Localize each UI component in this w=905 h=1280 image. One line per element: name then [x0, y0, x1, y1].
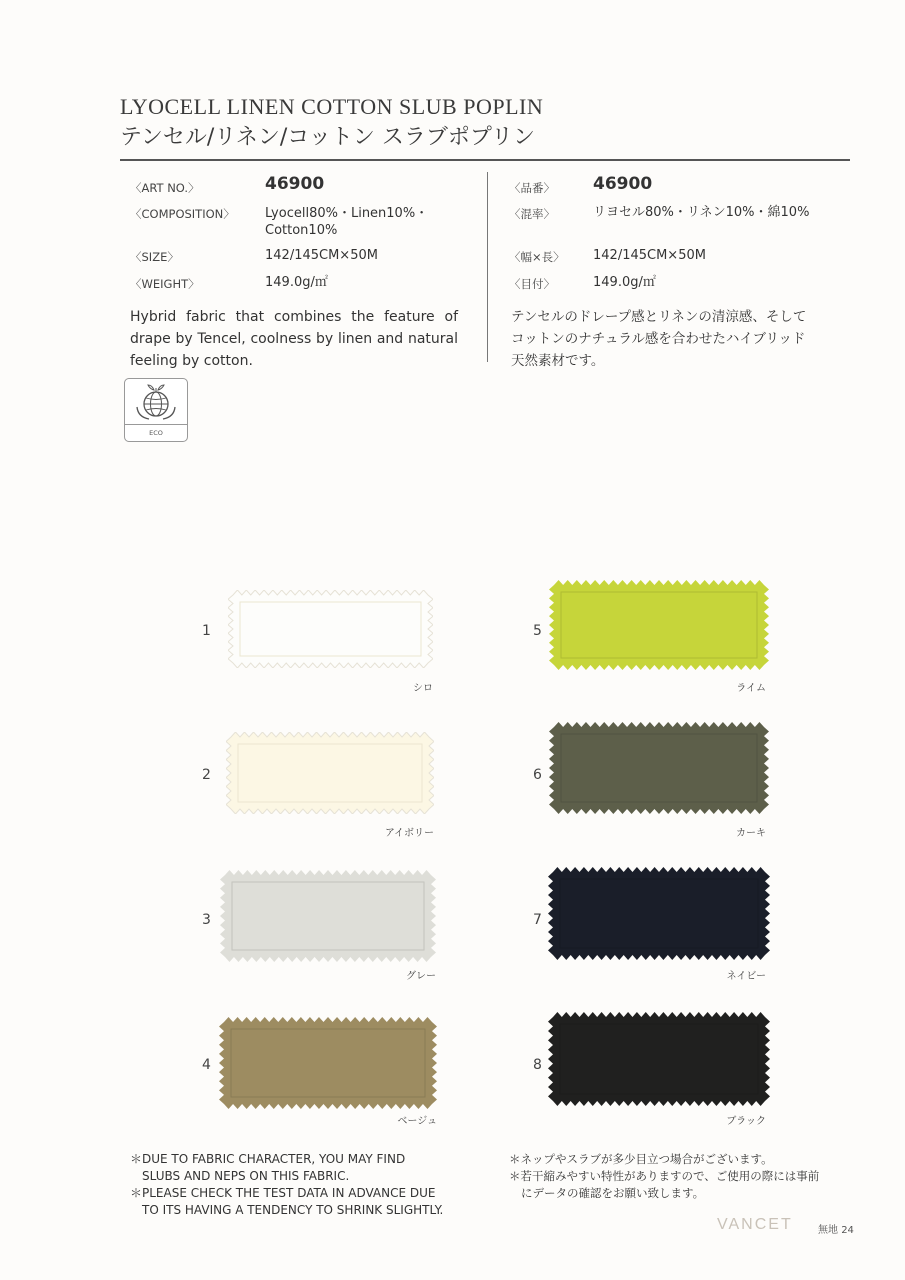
composition-label-jp: 〈混率〉 — [509, 207, 555, 221]
composition-en-line1: Lyocell80%・Linen10%・ — [265, 206, 429, 221]
swatch-name-8: ブラック — [726, 1116, 766, 1127]
description-jp — [511, 306, 841, 372]
swatch-fabric — [220, 870, 436, 962]
swatch-fabric — [548, 1012, 770, 1106]
swatch-name-5: ライム — [736, 683, 766, 694]
swatch-name-3: グレー — [406, 971, 436, 982]
swatch-number-5: 5 — [533, 623, 542, 639]
eco-label: ECO — [125, 424, 187, 441]
swatch-fabric — [219, 1017, 437, 1109]
art-no-en: 46900 — [265, 174, 325, 194]
title-jp: テンセル/リネン/コットン スラブポプリン — [120, 125, 535, 150]
swatch-number-6: 6 — [533, 767, 542, 783]
swatch-name-4: ベージュ — [397, 1116, 437, 1127]
page-footer — [818, 1221, 854, 1236]
size-label-jp: 〈幅×長〉 — [509, 250, 565, 264]
swatch-name-2: アイボリー — [384, 828, 434, 839]
column-divider — [487, 172, 488, 362]
weight-jp: 149.0g/㎡ — [593, 275, 656, 290]
weight-label-jp: 〈目付〉 — [509, 277, 555, 291]
swatch-number-4: 4 — [202, 1057, 211, 1073]
description-jp-line2: コットンのナチュラル感を合わせたハイブリッド — [511, 331, 806, 347]
swatch-3 — [220, 870, 436, 962]
size-jp: 142/145CM×50M — [593, 248, 706, 263]
composition-en — [265, 205, 428, 239]
swatch-number-2: 2 — [202, 767, 211, 783]
note-jp-2: ＊若干縮みやすい特性がありますので、ご使用の際には事前 — [509, 1169, 820, 1183]
notes-jp — [509, 1151, 819, 1202]
weight-en: 149.0g/㎡ — [265, 275, 328, 290]
swatch-name-1: シロ — [413, 683, 433, 694]
swatch-number-7: 7 — [533, 912, 542, 928]
eco-badge — [124, 378, 188, 442]
note-en-3: ＊PLEASE CHECK THE TEST DATA IN ADVANCE DUE — [130, 1186, 436, 1200]
swatch-number-1: 1 — [202, 623, 211, 639]
note-en-4: TO ITS HAVING A TENDENCY TO SHRINK SLIGHTLY. — [142, 1203, 444, 1217]
page-number: 24 — [841, 1225, 854, 1236]
art-no-label-en: 〈ART NO.〉 — [130, 181, 200, 195]
swatch-7 — [548, 867, 770, 960]
description-jp-line3: 天然素材です。 — [511, 353, 605, 369]
title-en: LYOCELL LINEN COTTON SLUB POPLIN — [120, 94, 544, 119]
swatch-5 — [549, 580, 769, 670]
size-en: 142/145CM×50M — [265, 248, 378, 263]
globe-hands-icon — [125, 379, 187, 425]
swatch-2 — [226, 732, 434, 814]
category-label: 無地 — [818, 1225, 838, 1236]
notes-en — [130, 1151, 443, 1219]
swatch-name-7: ネイビー — [726, 971, 766, 982]
swatch-fabric — [548, 867, 770, 960]
note-en-1: ＊DUE TO FABRIC CHARACTER, YOU MAY FIND — [130, 1152, 406, 1166]
header-rule — [120, 159, 850, 161]
note-jp-1: ＊ネップやスラブが多少目立つ場合がございます。 — [509, 1152, 773, 1166]
weight-label-en: 〈WEIGHT〉 — [130, 277, 200, 291]
description-jp-line1: テンセルのドレープ感とリネンの清涼感、そして — [511, 309, 807, 325]
swatch-number-8: 8 — [533, 1057, 542, 1073]
brand-logo: VANCET — [717, 1216, 793, 1233]
swatch-4 — [219, 1017, 437, 1109]
size-label-en: 〈SIZE〉 — [130, 250, 179, 264]
swatch-fabric — [549, 580, 769, 670]
note-jp-3: にデータの確認をお願い致します。 — [521, 1186, 705, 1200]
swatch-1 — [228, 590, 433, 668]
art-no-jp: 46900 — [593, 174, 653, 194]
composition-label-en: 〈COMPOSITION〉 — [130, 207, 235, 221]
art-no-label-jp: 〈品番〉 — [509, 181, 555, 195]
note-en-2: SLUBS AND NEPS ON THIS FABRIC. — [142, 1169, 350, 1183]
swatch-8 — [548, 1012, 770, 1106]
composition-jp: リヨセル80%・リネン10%・綿10% — [593, 205, 810, 220]
description-en: Hybrid fabric that combines the feature of drape by Tencel, coolness by linen and natural feeling by cotton. — [130, 309, 458, 369]
swatch-number-3: 3 — [202, 912, 211, 928]
composition-en-line2: Cotton10% — [265, 223, 338, 238]
swatch-fabric — [549, 722, 769, 814]
swatch-6 — [549, 722, 769, 814]
swatch-name-6: カーキ — [736, 828, 766, 839]
